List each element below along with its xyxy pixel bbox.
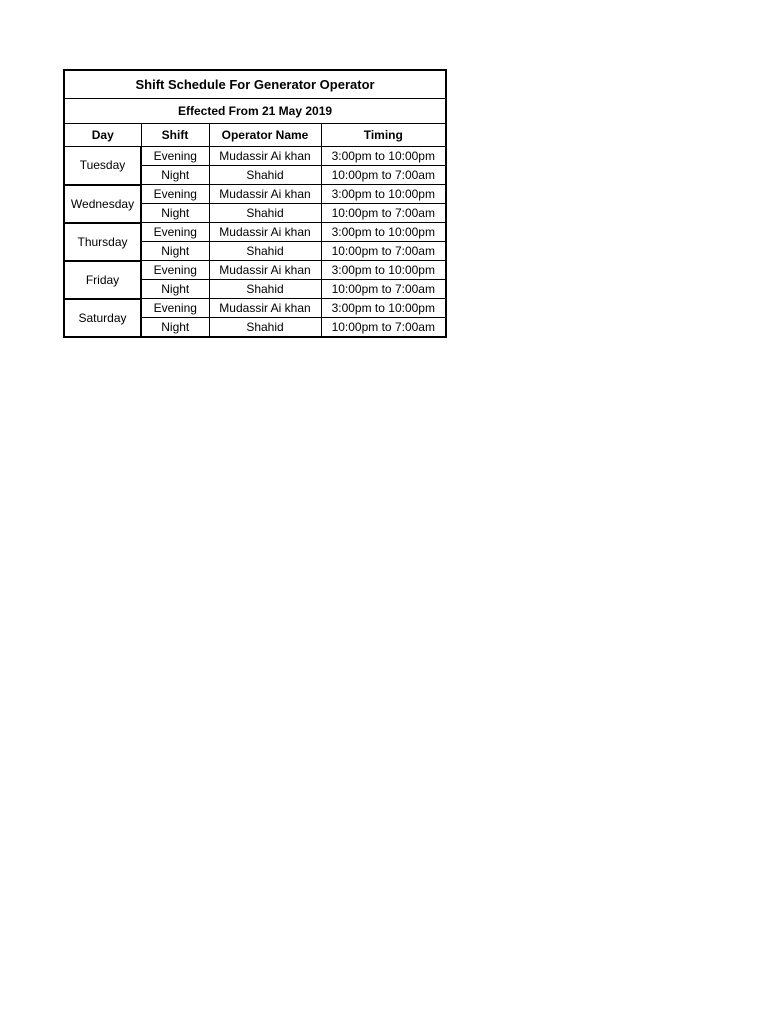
shift-cell: Evening: [141, 147, 209, 166]
timing-cell: 3:00pm to 10:00pm: [321, 299, 446, 318]
title-row: [64, 70, 446, 99]
schedule-title: Shift Schedule For Generator Operator: [64, 70, 446, 99]
day-cell: Saturday: [64, 299, 141, 338]
timing-cell: 10:00pm to 7:00am: [321, 204, 446, 223]
day-cell: Thursday: [64, 223, 141, 261]
header-shift: Shift: [141, 124, 209, 147]
table-row: [64, 185, 446, 204]
timing-cell: 3:00pm to 10:00pm: [321, 261, 446, 280]
table-row: [64, 299, 446, 318]
day-cell: Wednesday: [64, 185, 141, 223]
operator-cell: Mudassir Ai khan: [209, 299, 321, 318]
operator-cell: Shahid: [209, 318, 321, 338]
header-timing: Timing: [321, 124, 446, 147]
timing-cell: 3:00pm to 10:00pm: [321, 185, 446, 204]
effective-date: Effected From 21 May 2019: [64, 99, 446, 124]
operator-cell: Shahid: [209, 204, 321, 223]
timing-cell: 3:00pm to 10:00pm: [321, 223, 446, 242]
shift-cell: Evening: [141, 223, 209, 242]
header-operator: Operator Name: [209, 124, 321, 147]
shift-cell: Night: [141, 318, 209, 338]
timing-cell: 3:00pm to 10:00pm: [321, 147, 446, 166]
shift-cell: Night: [141, 242, 209, 261]
operator-cell: Shahid: [209, 280, 321, 299]
operator-cell: Shahid: [209, 242, 321, 261]
operator-cell: Mudassir Ai khan: [209, 147, 321, 166]
timing-cell: 10:00pm to 7:00am: [321, 242, 446, 261]
table-row: [64, 223, 446, 242]
shift-cell: Evening: [141, 261, 209, 280]
header-day: Day: [64, 124, 141, 147]
timing-cell: 10:00pm to 7:00am: [321, 166, 446, 185]
shift-cell: Evening: [141, 185, 209, 204]
day-cell: Friday: [64, 261, 141, 299]
day-cell: Tuesday: [64, 147, 141, 185]
operator-cell: Mudassir Ai khan: [209, 185, 321, 204]
shift-cell: Night: [141, 166, 209, 185]
shift-schedule-table: [63, 69, 447, 338]
shift-cell: Night: [141, 204, 209, 223]
subtitle-row: [64, 99, 446, 124]
table-row: [64, 147, 446, 166]
operator-cell: Shahid: [209, 166, 321, 185]
operator-cell: Mudassir Ai khan: [209, 261, 321, 280]
timing-cell: 10:00pm to 7:00am: [321, 318, 446, 338]
table-row: [64, 261, 446, 280]
shift-cell: Evening: [141, 299, 209, 318]
shift-cell: Night: [141, 280, 209, 299]
header-row: [64, 124, 446, 147]
operator-cell: Mudassir Ai khan: [209, 223, 321, 242]
timing-cell: 10:00pm to 7:00am: [321, 280, 446, 299]
